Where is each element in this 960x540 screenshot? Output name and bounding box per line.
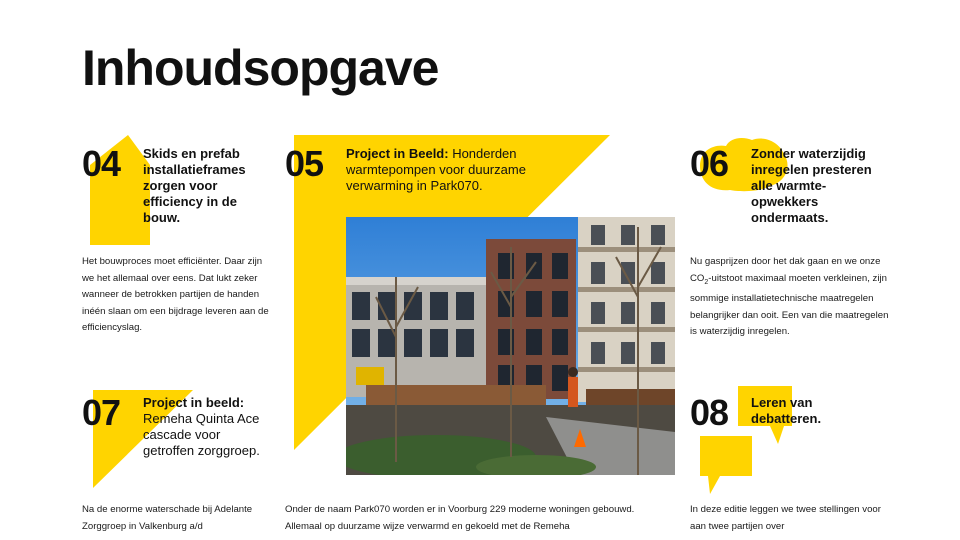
article-05-number: 05: [285, 143, 324, 184]
article-04-number: 04: [82, 143, 121, 184]
article-06-headline[interactable]: Zonder waterzijdig inregelen presteren alle warmte-opwekkers ondermaats.: [751, 146, 872, 225]
article-08-summary: In deze editie leggen we twee stellingen voor aan twee partijen over: [690, 504, 881, 532]
article-08-number: 08: [690, 392, 729, 433]
article-07-summary: Na de enorme waterschade bij Adelante Zorggroep in Valkenburg a/d: [82, 504, 253, 532]
article-07-headline[interactable]: Project in beeld: Remeha Quinta Ace cascade voor getroffen zorggroep.: [143, 395, 260, 458]
article-06-number: 06: [690, 143, 729, 184]
article-05-summary: Onder de naam Park070 worden er in Voorburg 229 moderne woningen gebouwd. Allemaal op duurzame wijze verwarmd en gekoeld met de Remeha: [285, 504, 635, 532]
article-05-headline[interactable]: Project in Beeld: Honderden warmtepompen voor duurzame verwarming in Park070.: [346, 146, 526, 193]
article-08-headline[interactable]: Leren van debatteren.: [751, 395, 822, 426]
article-07-number: 07: [82, 392, 121, 433]
article-04-headline[interactable]: Skids en prefab installatieframes zorgen voor efficiency in de bouw.: [143, 146, 246, 225]
article-08-speech-bubble-bottom-shape: [700, 436, 752, 494]
article-04-summary: Het bouwproces moet efficiënter. Daar zijn we het allemaal over eens. Dat lukt zeker wanneer de betrokken partijen de handen inéén slaan om een bijdrage leveren aan de efficiencyslag.: [82, 256, 269, 334]
article-06-summary: Nu gasprijzen door het dak gaan en we onze $CO_2$-uitstoot maximaal moeten verkleinen, zijn sommige installatietechnische maatregelen belangrijker dan ooit. Een van die maatregelen is waterzijdig inregelen.: [690, 256, 889, 338]
park070-building-photo: [346, 217, 675, 475]
page-title: Inhoudsopgave: [82, 40, 439, 96]
park070-photo-illustration: [346, 217, 675, 475]
